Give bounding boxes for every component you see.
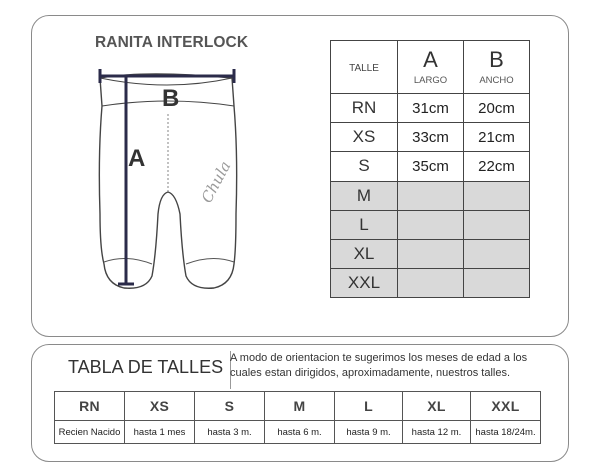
ancho-cell: 22cm [464,152,530,181]
size-cell: XXL [331,269,398,298]
age-size-cell: M [265,392,335,421]
header-largo: A LARGO [398,41,464,94]
age-size-cell: XS [125,392,195,421]
age-cell: hasta 1 mes [125,421,195,444]
product-title: RANITA INTERLOCK [95,34,249,51]
largo-cell [398,181,464,210]
age-cell: hasta 3 m. [195,421,265,444]
header-ancho: B ANCHO [464,41,530,94]
age-size-cell: L [335,392,403,421]
age-size-cell: XXL [471,392,541,421]
table-row [331,181,530,210]
table-row [331,210,530,239]
ancho-cell: 20cm [464,94,530,123]
table-row [331,123,530,152]
header-talle: TALLE [331,41,398,94]
age-row [55,421,541,444]
largo-cell: 35cm [398,152,464,181]
age-cell: hasta 9 m. [335,421,403,444]
tabla-title: TABLA DE TALLES [68,357,224,377]
largo-cell: 31cm [398,94,464,123]
table-row [331,94,530,123]
age-cell: hasta 12 m. [403,421,471,444]
largo-cell [398,269,464,298]
ancho-cell [464,269,530,298]
ancho-cell [464,239,530,268]
age-cell: hasta 6 m. [265,421,335,444]
size-cell: RN [331,94,398,123]
age-size-cell: RN [55,392,125,421]
orientation-note: A modo de orientacion te sugerimos los meses de edad a los cuales estan dirigidos, aproximadamente, nuestros talles. [230,352,528,379]
ancho-cell [464,210,530,239]
table-row [331,269,530,298]
largo-cell [398,239,464,268]
age-cell: Recien Nacido [55,421,125,444]
size-measurement-table [330,40,530,298]
table-row [331,239,530,268]
age-size-cell: XL [403,392,471,421]
age-guide-panel [31,344,569,462]
size-cell: XL [331,239,398,268]
ancho-cell [464,181,530,210]
size-cell: S [331,152,398,181]
brand-logo: Chula [197,158,235,206]
largo-cell: 33cm [398,123,464,152]
age-table [54,391,541,444]
dimension-a-label: A [128,145,146,172]
size-cell: M [331,181,398,210]
dimension-b-label: B [162,85,180,112]
age-cell: hasta 18/24m. [471,421,541,444]
largo-cell [398,210,464,239]
size-cell: XS [331,123,398,152]
size-header-row [55,392,541,421]
ancho-cell: 21cm [464,123,530,152]
table-row [331,152,530,181]
garment-illustration [86,64,256,304]
size-cell: L [331,210,398,239]
age-size-cell: S [195,392,265,421]
